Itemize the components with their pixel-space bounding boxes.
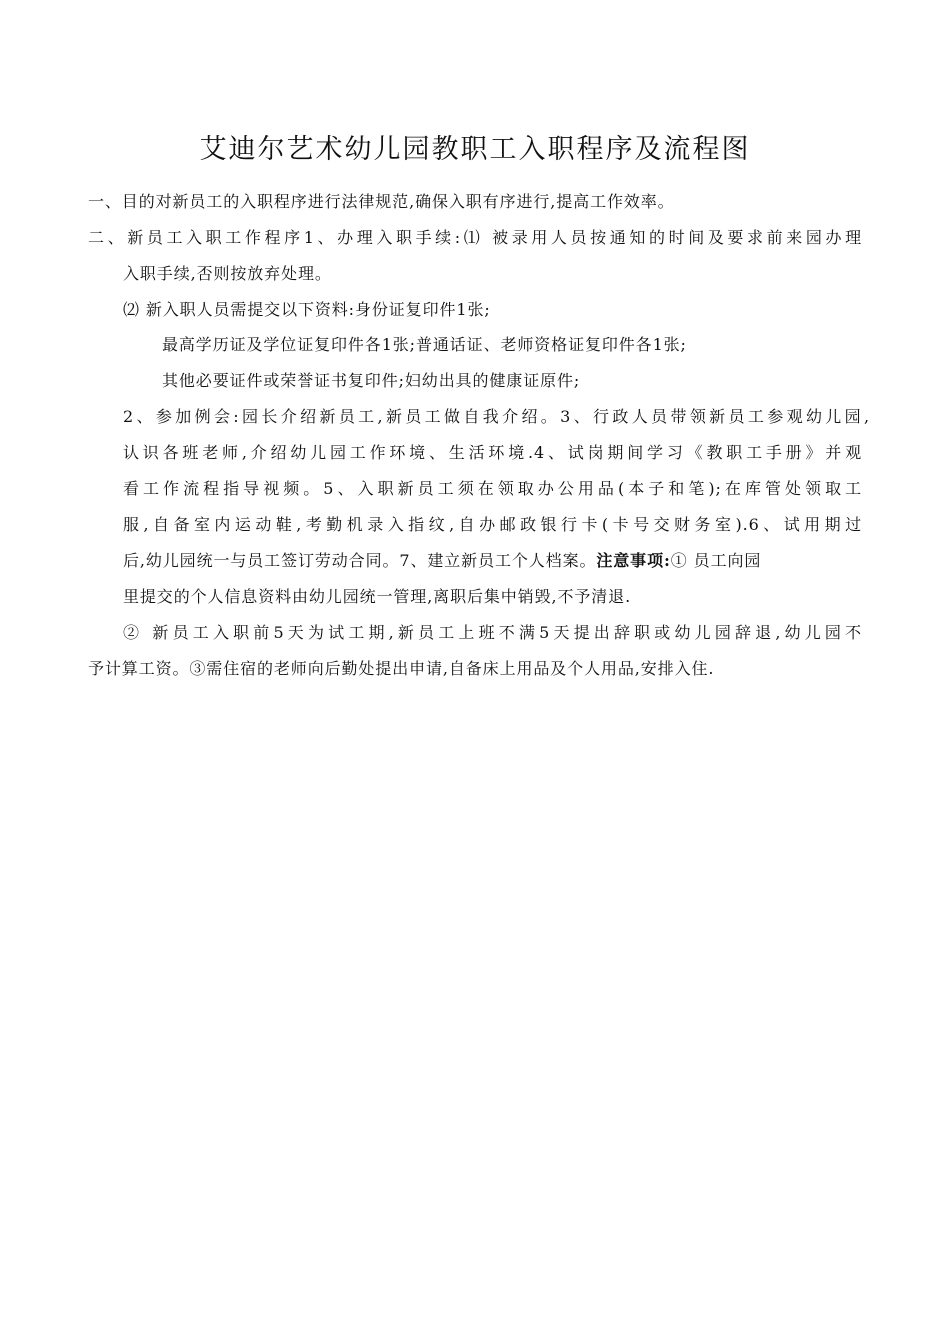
steps-line-1: 2、参加例会:园长介绍新员工,新员工做自我介绍。3、行政人员带领新员工参观幼儿园, [123, 407, 870, 426]
steps-line-2: 认识各班老师,介绍幼儿园工作环境、生活环境.4、试岗期间学习《教职工手册》并观 [123, 443, 862, 462]
notice-item-1-continued: 里提交的个人信息资料由幼儿园统一管理,离职后集中销毁,不予清退. [123, 587, 632, 606]
paragraph-procedure-line-2: 入职手续,否则按放弃处理。 [123, 264, 332, 283]
notice-label: 注意事项: [596, 551, 671, 570]
paragraph-purpose: 一、目的对新员工的入职程序进行法律规范,确保入职有序进行,提高工作效率。 [88, 192, 675, 211]
steps-line-3: 看工作流程指导视频。5、入职新员工须在领取办公用品(本子和笔);在库管处领取工 [123, 479, 862, 498]
notice-item-1-start: ① 员工向园 [670, 551, 762, 570]
document-title: 艾迪尔艺术幼儿园教职工入职程序及流程图 [199, 134, 751, 165]
steps-line-5 [123, 549, 761, 573]
notice-item-2: ② 新员工入职前5天为试工期,新员工上班不满5天提出辞职或幼儿园辞退,幼儿园不 [123, 623, 862, 642]
steps-line-5-text: 后,幼儿园统一与员工签订劳动合同。7、建立新员工个人档案。 [123, 551, 597, 570]
materials-intro: ⑵ 新入职人员需提交以下资料:身份证复印件1张; [123, 300, 491, 319]
steps-line-4: 服,自备室内运动鞋,考勤机录入指纹,自办邮政银行卡(卡号交财务室).6、试用期过 [123, 515, 862, 534]
paragraph-procedure-line-1: 二、新员工入职工作程序1、办理入职手续:⑴ 被录用人员按通知的时间及要求前来园办理 [88, 228, 862, 247]
materials-line-1: 最高学历证及学位证复印件各1张;普通话证、老师资格证复印件各1张; [162, 335, 687, 354]
notice-item-3: 予计算工资。③需住宿的老师向后勤处提出申请,自备床上用品及个人用品,安排入住. [88, 659, 715, 678]
materials-line-2: 其他必要证件或荣誉证书复印件;妇幼出具的健康证原件; [162, 371, 581, 390]
